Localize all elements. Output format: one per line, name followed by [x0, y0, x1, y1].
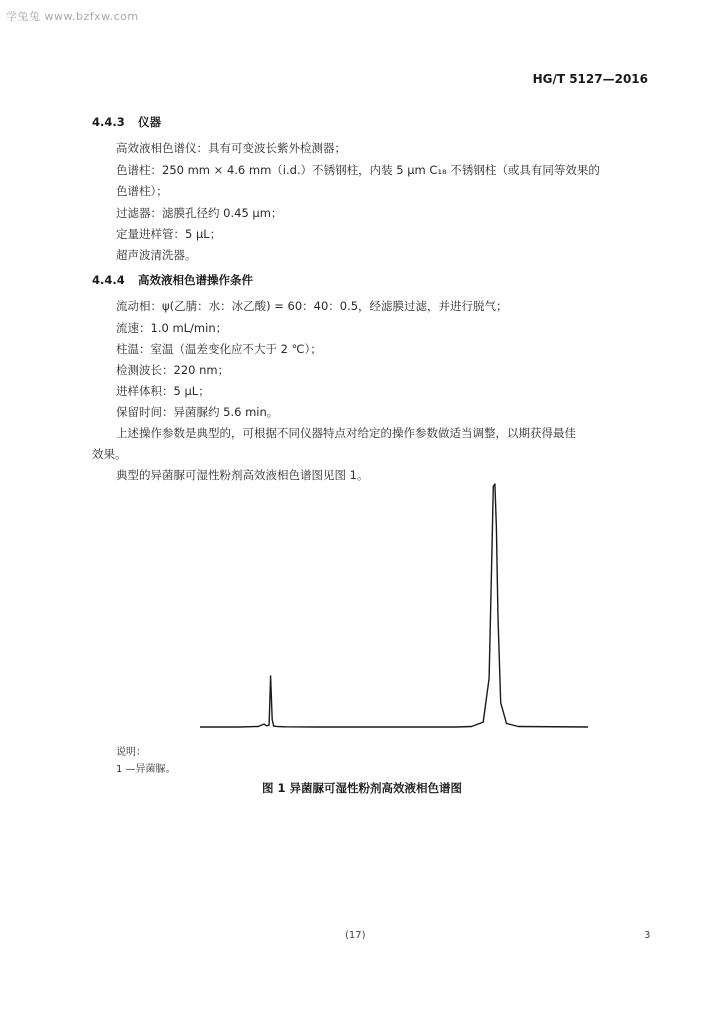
section-title: 仪器 — [138, 115, 161, 129]
paragraph-line: 定量进样管：5 μL； — [116, 227, 222, 241]
paragraph-line: 超声波清洗器。 — [116, 248, 197, 262]
figure-note-item: 1 —异菌脲。 — [116, 764, 176, 775]
paragraph-line: 色谱柱：250 mm × 4.6 mm（i.d.）不锈钢柱，内装 5 μm C₁₈ 不锈钢柱（或具有同等效果的 — [116, 163, 600, 177]
section-number: 4.4.3 — [92, 115, 125, 129]
paragraph-line: 色谱柱）； — [116, 184, 168, 198]
paragraph-line: 高效液相色谱仪：具有可变波长紫外检测器； — [116, 141, 346, 155]
paragraph-line: 柱温：室温（温差变化应不大于 2 ℃）； — [116, 342, 322, 356]
paragraph-line: 流速：1.0 mL/min； — [116, 321, 228, 335]
paragraph-line: 流动相：ψ(乙腈：水：冰乙酸) = 60：40：0.5，经滤膜过滤，并进行脱气； — [116, 299, 508, 313]
figure-caption: 图 1 异菌脲可湿性粉剂高效液相色谱图 — [261, 781, 462, 795]
paragraph-line: 过滤器：滤膜孔径约 0.45 μm； — [116, 206, 283, 220]
chromatogram-trace — [200, 484, 588, 727]
paragraph-line: 保留时间：异菌脲约 5.6 min。 — [116, 405, 279, 419]
figure-note-label: 说明： — [116, 747, 146, 758]
standard-code: HG/T 5127—2016 — [532, 72, 648, 86]
section-title: 高效液相色谱操作条件 — [138, 273, 253, 287]
watermark: 学兔兔 www.bzfxw.com — [6, 10, 139, 23]
paragraph-line: 进样体积：5 μL； — [116, 384, 210, 398]
section-number: 4.4.4 — [92, 273, 125, 287]
paragraph-line: 检测波长：220 nm； — [116, 363, 230, 377]
page-number: 3 — [644, 930, 651, 941]
footer-center: (17) — [345, 930, 366, 941]
paragraph-line: 效果。 — [92, 447, 127, 461]
paragraph-line: 上述操作参数是典型的，可根据不同仪器特点对给定的操作参数做适当调整，以期获得最佳 — [116, 426, 576, 440]
paragraph-line: 典型的异菌脲可湿性粉剂高效液相色谱图见图 1。 — [116, 468, 369, 482]
